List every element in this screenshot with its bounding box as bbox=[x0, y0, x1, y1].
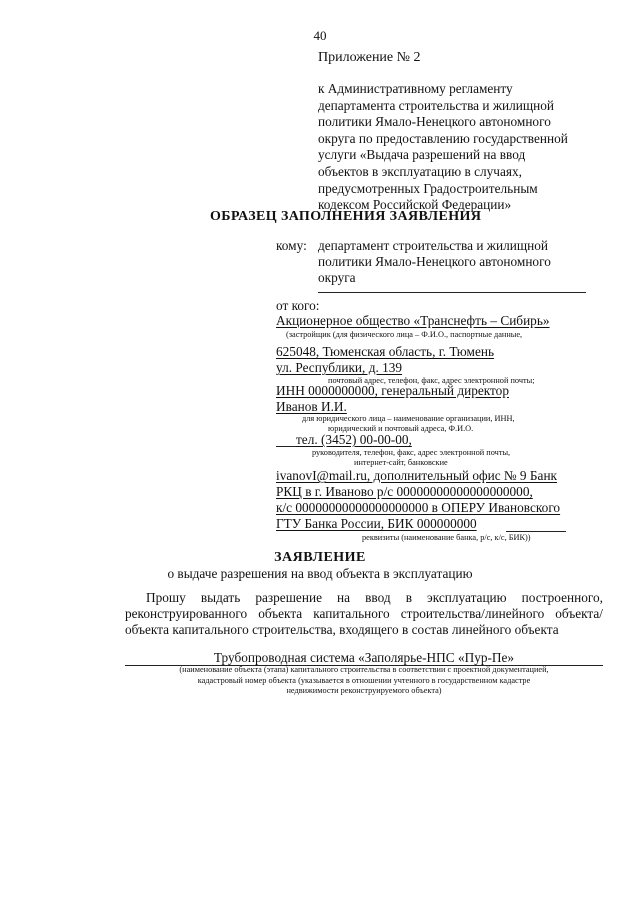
note-applicant: (застройщик (для физического лица – Ф.И.О., паспортные данные, bbox=[286, 330, 523, 339]
appendix-line: кодексом Российской Федерации» bbox=[318, 197, 512, 213]
addressee-text bbox=[318, 238, 618, 286]
page-number: 40 bbox=[313, 28, 327, 43]
note-bank: реквизиты (наименование банка, р/с, к/с, БИК)) bbox=[362, 533, 531, 542]
appendix-title: Приложение № 2 bbox=[318, 50, 421, 65]
appendix-line: предусмотренных Градостроительным bbox=[318, 180, 538, 196]
bank-line-3: к/с 00000000000000000000 в ОПЕРУ Ивановского bbox=[276, 500, 561, 515]
sample-heading: ОБРАЗЕЦ ЗАПОЛНЕНИЯ ЗАЯВЛЕНИЯ bbox=[210, 209, 482, 224]
object-note-line: (наименование объекта (этапа) капитального строительства в соответствии с проектной документацией, bbox=[179, 665, 549, 674]
sender-address-2: ул. Республики, д. 139 bbox=[276, 360, 403, 375]
note-legal-2: юридический и почтовый адреса, Ф.И.О. bbox=[328, 424, 474, 433]
addressee-underline bbox=[318, 292, 586, 293]
appendix-line: политики Ямало-Ненецкого автономного bbox=[318, 114, 551, 130]
appendix-line: к Административному регламенту bbox=[318, 81, 513, 96]
sender-inn: ИНН 0000000000, генеральный директор bbox=[276, 383, 509, 398]
object-note-line: недвижимости реконструируемого объекта) bbox=[286, 686, 442, 695]
statement-paragraph: Прошу выдать разрешение на ввод в эксплуатацию построенного, реконструированного объекта капитального строительства/линейного объекта/объекта капитального строительства, входящего в состав линейного объекта bbox=[125, 590, 603, 638]
sender-company: Акционерное общество «Транснефть – Сибирь» bbox=[276, 313, 550, 328]
addressee-line: политики Ямало-Ненецкого автономного bbox=[318, 254, 551, 269]
sender-phone: тел. (3452) 00-00-00, bbox=[296, 432, 412, 447]
object-note bbox=[125, 665, 603, 697]
bank-line-1: ivanovI@mail.ru, дополнительный офис № 9 Банк bbox=[276, 468, 558, 483]
appendix-line: округа по предоставлению государственной bbox=[318, 130, 568, 146]
note-legal-1: для юридического лица – наименование организации, ИНН, bbox=[302, 414, 515, 423]
bank-line-4: ГТУ Банка России, БИК 000000000 bbox=[276, 516, 477, 531]
addressee-line: округа bbox=[318, 270, 356, 285]
note-head-1: руководителя, телефон, факс, адрес электронной почты, bbox=[312, 448, 511, 457]
bank-line-2: РКЦ в г. Иваново р/с 00000000000000000000, bbox=[276, 484, 533, 499]
sender-address-1: 625048, Тюменская область, г. Тюмень bbox=[276, 344, 495, 359]
appendix-line: департамента строительства и жилищной bbox=[318, 97, 555, 113]
statement-subtitle: о выдаче разрешения на ввод объекта в эксплуатацию bbox=[167, 566, 473, 581]
addressee-line: департамент строительства и жилищной bbox=[318, 238, 548, 253]
object-name: Трубопроводная система «Заполярье-НПС «Пур-Пе» bbox=[213, 650, 515, 665]
appendix-body bbox=[318, 81, 618, 214]
statement-heading: ЗАЯВЛЕНИЕ bbox=[274, 550, 366, 565]
note-address: почтовый адрес, телефон, факс, адрес электронной почты; bbox=[328, 376, 535, 385]
note-head-2: интернет-сайт, банковские bbox=[354, 458, 448, 467]
sender-label: от кого: bbox=[276, 298, 320, 313]
bank-underline-tail bbox=[506, 531, 566, 532]
sender-director: Иванов И.И. bbox=[276, 399, 347, 414]
addressee-label: кому: bbox=[276, 238, 307, 253]
appendix-line: услуги «Выдача разрешений на ввод bbox=[318, 147, 526, 163]
appendix-line: объектов в эксплуатацию в случаях, bbox=[318, 163, 522, 179]
object-note-line: кадастровый номер объекта (указывается в отношении учтенного в государственном кадастре bbox=[197, 675, 531, 685]
phone-underline-lead bbox=[276, 446, 296, 447]
